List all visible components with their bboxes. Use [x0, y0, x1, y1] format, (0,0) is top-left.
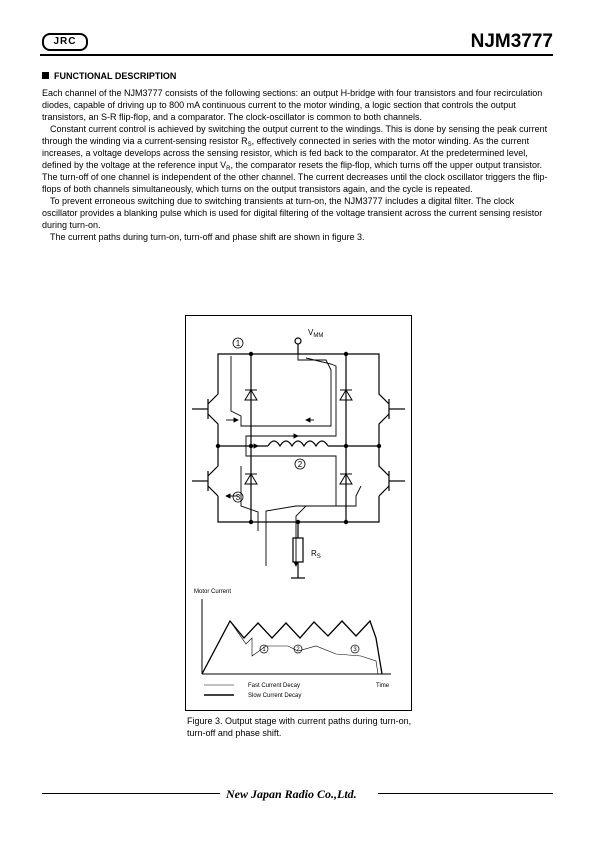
footer-rule-right [378, 793, 553, 794]
paragraph-1: Each channel of the NJM3777 consists of the following sections: an output H-bridge with four transistors and four recirculation diodes, capable of driving up to 800 mA continuous current to the motor winding, a logic section that controls the output transistors, an S-R flip-flop, and a comparator. The clock-oscillator is common to both channels. [42, 88, 543, 122]
section-heading [42, 71, 176, 81]
marker-2-label: 2 [297, 460, 303, 469]
motor-current-graph [194, 589, 391, 699]
marker-1-label: 1 [235, 339, 241, 348]
legend-slow: Slow Current Decay [248, 693, 302, 699]
output-stage-diagram [186, 316, 411, 710]
paragraph-2: Constant current control is achieved by switching the output current to the windings. This is done by sensing the peak current through the winding via a current-sensing resistor $R_S$, effectively connected in series with the motor winding. As the current increases, a voltage develops across the sensing resistor, which is fed back to the comparator. At the predetermined level, defined by the voltage at the reference input $V_R$, the comparator resets the flip-flop, which turns off the upper output transistor. The turn-off of one channel is independent of the other channel. The current decreases until the clock oscillator triggers the flip-flops of both channels simultaneously, which turns on the output transistors again, and the cycle is repeated. [42, 124, 548, 194]
body-text [42, 87, 552, 243]
paragraph-4: The current paths during turn-on, turn-off and phase shift are shown in figure 3. [50, 232, 365, 242]
graph-ylabel: Motor Current [194, 589, 232, 595]
vmm-label: $V_{MM}$ [308, 328, 324, 339]
paragraph-3: To prevent erroneous switching due to switching transients at turn-on, the NJM3777 includes a digital filter. The clock oscillator provides a blanking pulse which is used for digital filtering of the voltage transient across the current sensing resistor during turn-on. [42, 196, 543, 230]
part-number-title: NJM3777 [470, 31, 553, 52]
jrc-logo: JRC [42, 33, 88, 51]
footer-brand: New Japan Radio Co.,Ltd. [226, 787, 357, 801]
footer-rule-left [42, 793, 220, 794]
figure-caption: Figure 3. Output stage with current paths during turn-on, turn-off and phase shift. [187, 716, 412, 738]
header-rule [40, 54, 553, 56]
graph-marker-2: 2 [296, 647, 300, 653]
legend-fast: Fast Current Decay [248, 683, 301, 689]
graph-marker-3: 3 [353, 647, 357, 653]
section-title: FUNCTIONAL DESCRIPTION [54, 71, 177, 81]
marker-3-label: 3 [235, 493, 241, 502]
motor-winding [268, 441, 328, 446]
bullet-square-icon [42, 72, 49, 79]
graph-xlabel: Time [376, 683, 390, 689]
figure-3 [185, 315, 412, 711]
graph-marker-1: 1 [262, 647, 266, 653]
rs-label: $R_S$ [311, 549, 321, 560]
